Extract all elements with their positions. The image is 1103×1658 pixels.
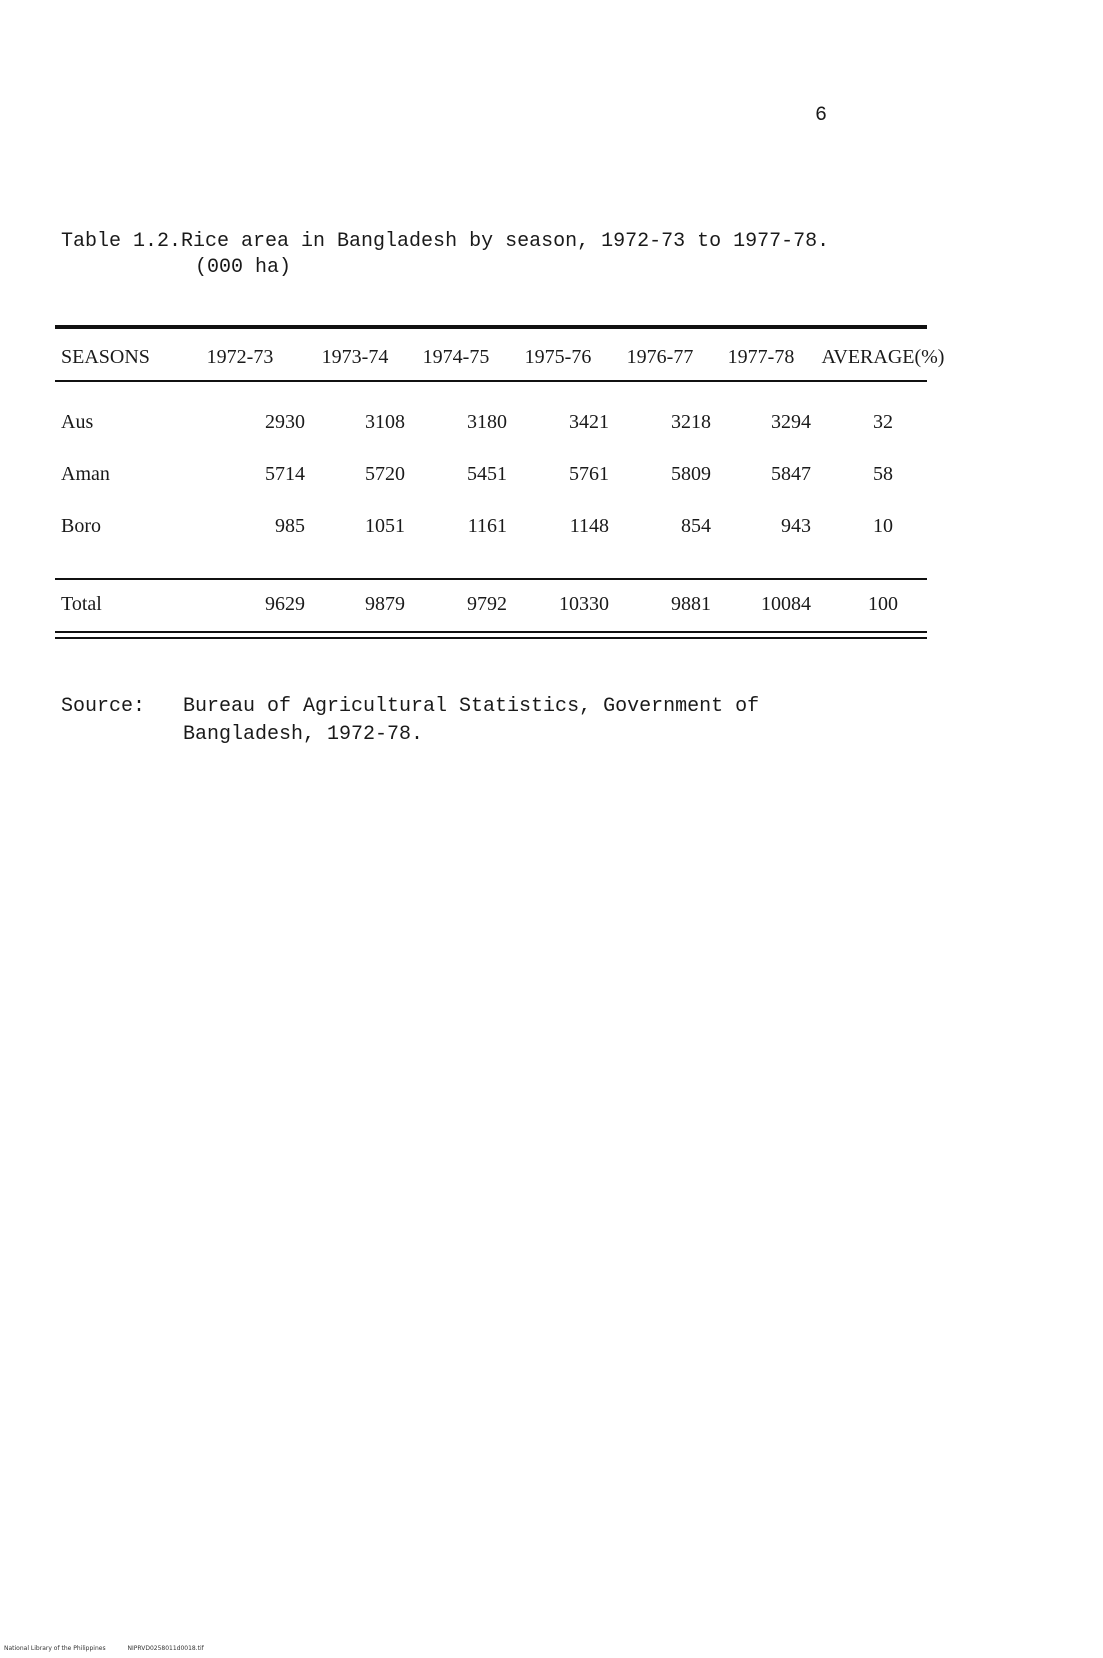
table-cell: 3218 bbox=[671, 410, 711, 433]
top-rule-thick bbox=[55, 325, 927, 329]
table-header-row bbox=[55, 334, 955, 380]
table-cell: 3294 bbox=[771, 410, 811, 433]
header-cell: 1975-76 bbox=[524, 345, 592, 368]
source-note bbox=[61, 693, 823, 749]
footer-library: National Library of the Philippines bbox=[4, 1645, 106, 1652]
table-cell: 100 bbox=[868, 592, 898, 615]
row-label: Aus bbox=[61, 410, 94, 433]
table-cell: 1051 bbox=[365, 514, 405, 537]
table-cell: 3108 bbox=[365, 410, 405, 433]
caption-title: Table 1.2.Rice area in Bangladesh by season, 1972-73 to 1977-78. bbox=[61, 230, 830, 253]
header-cell: 1973-74 bbox=[321, 345, 389, 368]
total-rule bbox=[55, 578, 927, 580]
table-cell: 5847 bbox=[771, 462, 811, 485]
header-cell: 1974-75 bbox=[422, 345, 490, 368]
table-cell: 3421 bbox=[569, 410, 609, 433]
source-text: Bureau of Agricultural Statistics, Government of Bangladesh, 1972-78. bbox=[183, 695, 760, 746]
caption-units: (000 ha) bbox=[195, 256, 292, 279]
table-cell: 10330 bbox=[559, 592, 609, 615]
total-row bbox=[55, 578, 955, 630]
table-cell: 943 bbox=[781, 514, 811, 537]
table-row bbox=[55, 500, 955, 552]
header-cell: AVERAGE(%) bbox=[821, 345, 945, 368]
scan-footer bbox=[4, 1645, 224, 1652]
table-cell: 854 bbox=[681, 514, 711, 537]
header-cell: 1977-78 bbox=[727, 345, 795, 368]
table-row bbox=[55, 448, 955, 500]
table-cell: 1161 bbox=[467, 514, 507, 537]
header-cell: SEASONS bbox=[61, 345, 150, 368]
table-cell: 10 bbox=[873, 514, 893, 537]
table-cell: 2930 bbox=[265, 410, 305, 433]
table-cell: 1148 bbox=[569, 514, 609, 537]
table-cell: 32 bbox=[873, 410, 893, 433]
source-label: Source: bbox=[61, 695, 146, 718]
page-number: 6 bbox=[815, 104, 828, 127]
table-cell: 5451 bbox=[467, 462, 507, 485]
row-label: Aman bbox=[61, 462, 110, 485]
table-cell: 3180 bbox=[467, 410, 507, 433]
table-cell: 5809 bbox=[671, 462, 711, 485]
bottom-rule-2 bbox=[55, 637, 927, 639]
table-cell: 5720 bbox=[365, 462, 405, 485]
header-cell: 1976-77 bbox=[626, 345, 694, 368]
table-cell: 5761 bbox=[569, 462, 609, 485]
table-cell: 5714 bbox=[265, 462, 305, 485]
table-cell: 9879 bbox=[365, 592, 405, 615]
header-cell: 1972-73 bbox=[206, 345, 274, 368]
table-cell: 9792 bbox=[467, 592, 507, 615]
table-cell: 9881 bbox=[671, 592, 711, 615]
footer-filename: NIPRVD0258011d0018.tif bbox=[127, 1645, 204, 1652]
table-cell: 58 bbox=[873, 462, 893, 485]
table-caption bbox=[61, 229, 829, 281]
table-cell: 10084 bbox=[761, 592, 811, 615]
row-label: Boro bbox=[61, 514, 101, 537]
rice-area-table bbox=[55, 334, 955, 630]
total-label: Total bbox=[61, 592, 102, 615]
table-row bbox=[55, 396, 955, 448]
table-cell: 985 bbox=[275, 514, 305, 537]
table-cell: 9629 bbox=[265, 592, 305, 615]
bottom-rule-1 bbox=[55, 631, 927, 633]
